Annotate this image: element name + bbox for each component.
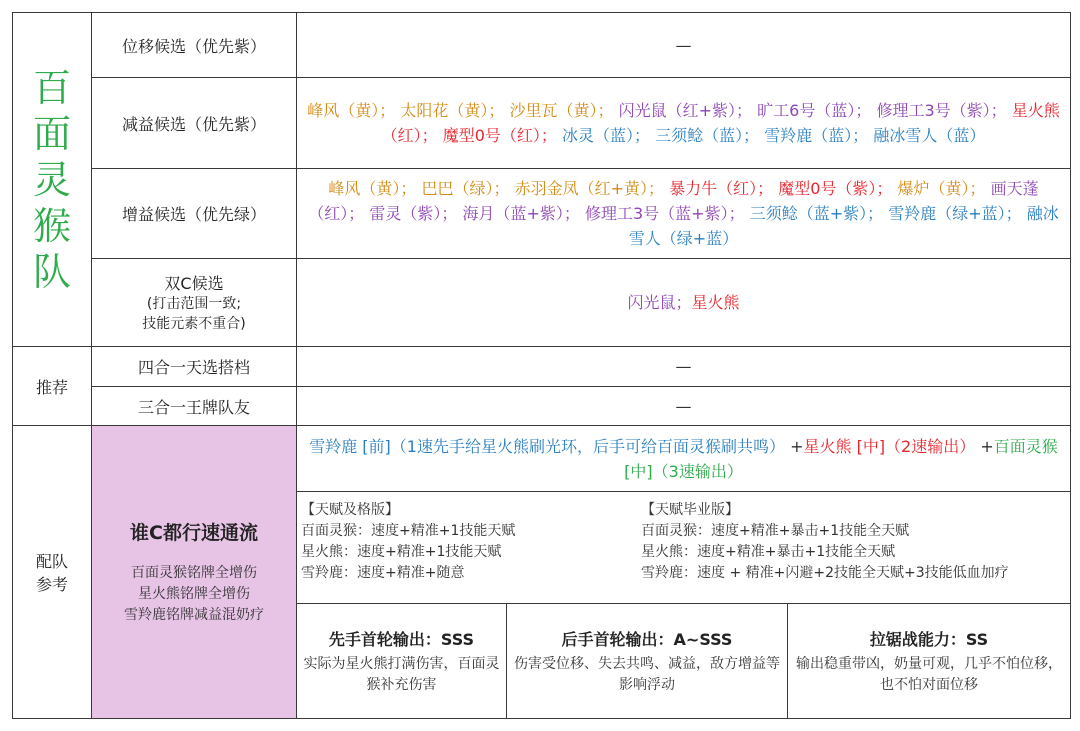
- team-title-char: 灵: [32, 157, 71, 202]
- rating-first-turn-trail: [506, 603, 788, 719]
- separator: ；: [675, 293, 692, 312]
- separator: ；: [728, 204, 745, 223]
- recommend-label-cell: [12, 346, 92, 426]
- talent-line: 星火熊：速度+精准+1技能天赋: [301, 544, 502, 560]
- team-title-char: 百: [32, 65, 71, 110]
- separator: ；: [969, 179, 986, 198]
- separator: ；: [441, 204, 458, 223]
- separator: ；: [990, 101, 1007, 120]
- talent-line: 星火熊：速度+精准+暴击+1技能全天赋: [641, 544, 896, 560]
- row-label-text: 四合一天选搭档: [137, 358, 250, 377]
- separator: ；: [634, 126, 651, 145]
- rating-title: 先手首轮输出：SSS: [328, 629, 475, 649]
- separator: ；: [597, 101, 614, 120]
- talent-line: 雪羚鹿：速度 + 精准+闪避+2技能全天赋+3技能低血加疗: [641, 565, 1009, 581]
- candidate: 暴力牛（红）: [669, 179, 758, 198]
- separator: ；: [421, 126, 438, 145]
- separator: ；: [379, 101, 396, 120]
- rating-desc: 实际为星火熊打满伤害，百面灵猴补充伤害: [303, 655, 500, 693]
- candidate: 魔型0号（红）: [442, 126, 541, 145]
- debuff-candidates: [297, 98, 1070, 148]
- separator: ；: [743, 126, 760, 145]
- talents-pass-column: [301, 500, 515, 584]
- separator: ；: [563, 204, 580, 223]
- separator: ；: [876, 179, 893, 198]
- row-label-text: 减益候选（优先紫）: [121, 114, 266, 134]
- separator: ；: [488, 101, 505, 120]
- empty-dash: —: [675, 357, 692, 376]
- team-title-char: 面: [32, 111, 71, 156]
- plus-sign: +: [790, 436, 804, 456]
- strategy-title: 谁C都行速通流: [130, 522, 258, 544]
- team-title-cell: [12, 12, 92, 347]
- lineup-text: [297, 434, 1070, 484]
- empty-dash: —: [675, 396, 692, 416]
- section-label: 参考: [35, 575, 68, 594]
- team-label-cell: [12, 425, 92, 719]
- candidate: 冰灵（蓝）: [562, 126, 635, 145]
- row-label-three-in-one: [91, 386, 297, 426]
- candidate: 旷工6号（蓝）: [757, 101, 856, 120]
- candidate: 赤羽金凤（红+黄）: [514, 179, 648, 198]
- talent-line: 百面灵猴：速度+精准+1技能天赋: [301, 523, 516, 539]
- row-value-displacement: [296, 12, 1071, 78]
- candidate: 雷灵（紫）: [369, 204, 442, 223]
- row-label-text: 增益候选（优先绿）: [121, 205, 266, 224]
- talents-cell: [296, 491, 1071, 604]
- candidate: 闪光鼠（红+紫）: [618, 101, 737, 120]
- rating-title: 后手首轮输出：A~SSS: [561, 629, 733, 649]
- candidate: 峰风（黄）: [328, 179, 401, 198]
- separator: ；: [867, 204, 884, 223]
- separator: ；: [757, 179, 774, 198]
- talents-grad-title: 【天赋毕业版】: [641, 502, 739, 518]
- candidate: 三须鲶（蓝+紫）: [749, 204, 868, 223]
- rating-first-turn-lead: [296, 603, 507, 719]
- separator: ；: [540, 126, 557, 145]
- row-label-text: 三合一王牌队友: [137, 397, 250, 417]
- candidate: 融冰雪人（绿+蓝）: [628, 204, 1059, 248]
- row-label-displacement: [91, 12, 297, 78]
- candidate: 三须鲶（蓝）: [655, 126, 744, 145]
- lineup-member: 百面灵猴 [中]（3速输出）: [624, 436, 1058, 481]
- row-label-note: (打击范围一致;: [146, 296, 242, 312]
- strategy-line: 百面灵猴铭牌全增伤: [131, 565, 257, 581]
- row-label-text: 位移候选（优先紫）: [121, 36, 266, 56]
- rating-desc: 伤害受位移、失去共鸣、减益，敌方增益等影响浮动: [514, 655, 780, 693]
- talents-grad-column: [641, 500, 1009, 584]
- separator: ；: [400, 179, 417, 198]
- row-value-three-in-one: [296, 386, 1071, 426]
- candidate: 雪羚鹿（蓝）: [764, 126, 853, 145]
- separator: ；: [852, 126, 869, 145]
- row-label-note: 技能元素不重合): [142, 316, 246, 332]
- candidate: 沙里瓦（黄）: [509, 101, 598, 120]
- row-value-buff: [296, 168, 1071, 259]
- separator: ；: [855, 101, 872, 120]
- candidate: 海月（蓝+紫）: [462, 204, 564, 223]
- talent-line: 百面灵猴：速度+精准+暴击+1技能全天赋: [641, 523, 910, 539]
- candidate: 星火熊: [691, 293, 740, 312]
- separator: ；: [1005, 204, 1022, 223]
- buff-candidates: [297, 176, 1070, 251]
- candidate: 修理工3号（蓝+紫）: [585, 204, 729, 223]
- row-value-four-in-one: [296, 346, 1071, 387]
- team-guide-table: [12, 12, 1071, 719]
- separator: ；: [348, 204, 365, 223]
- candidate: 巴巴（绿）: [421, 179, 494, 198]
- lineup-member: 雪羚鹿 [前]（1速先手给星火熊刷光环，后手可给百面灵猴刷共鸣）: [309, 436, 785, 456]
- rating-title: 拉锯战能力：SS: [869, 629, 989, 649]
- talents-pass-title: 【天赋及格版】: [301, 502, 399, 518]
- candidate: 融冰雪人（蓝）: [873, 126, 986, 145]
- talent-line: 雪羚鹿：速度+精准+随意: [301, 565, 465, 581]
- team-title-char: 猴: [32, 203, 71, 248]
- candidate: 爆炉（黄）: [897, 179, 970, 198]
- empty-dash: —: [675, 35, 692, 55]
- row-label-four-in-one: [91, 346, 297, 387]
- section-label: 推荐: [35, 377, 68, 397]
- candidate: 画天蓬（红）: [308, 179, 1039, 223]
- candidate: 魔型0号（紫）: [778, 179, 877, 198]
- rating-attrition: [787, 603, 1071, 719]
- double-c-candidates: [619, 290, 747, 315]
- plus-sign: +: [980, 436, 994, 456]
- row-label-double-c: [91, 258, 297, 347]
- row-label-debuff: [91, 77, 297, 169]
- lineup-cell: [296, 425, 1071, 492]
- strategy-line: 雪羚鹿铭牌减益混奶疗: [124, 607, 264, 623]
- separator: ；: [736, 101, 753, 120]
- section-label: 配队: [35, 552, 68, 571]
- team-title: [33, 65, 71, 295]
- row-label-buff: [91, 168, 297, 259]
- candidate: 星火熊（红）: [381, 101, 1060, 145]
- lineup-member: 星火熊 [中]（2速输出）: [803, 436, 976, 456]
- separator: ；: [493, 179, 510, 198]
- rating-desc: 输出稳重带凶，奶量可观，几乎不怕位移，也不怕对面位移: [796, 655, 1062, 693]
- candidate: 太阳花（黄）: [400, 101, 489, 120]
- row-value-double-c: [296, 258, 1071, 347]
- strategy-line: 星火熊铭牌全增伤: [138, 586, 250, 602]
- row-label-text: 双C候选: [164, 274, 224, 293]
- candidate: 修理工3号（紫）: [876, 101, 991, 120]
- candidate: 峰风（黄）: [307, 101, 380, 120]
- candidate: 闪光鼠: [627, 293, 676, 312]
- team-title-char: 队: [32, 249, 71, 294]
- candidate: 雪羚鹿（绿+蓝）: [888, 204, 1006, 223]
- separator: ；: [648, 179, 665, 198]
- strategy-cell: [91, 425, 297, 719]
- row-value-debuff: [296, 77, 1071, 169]
